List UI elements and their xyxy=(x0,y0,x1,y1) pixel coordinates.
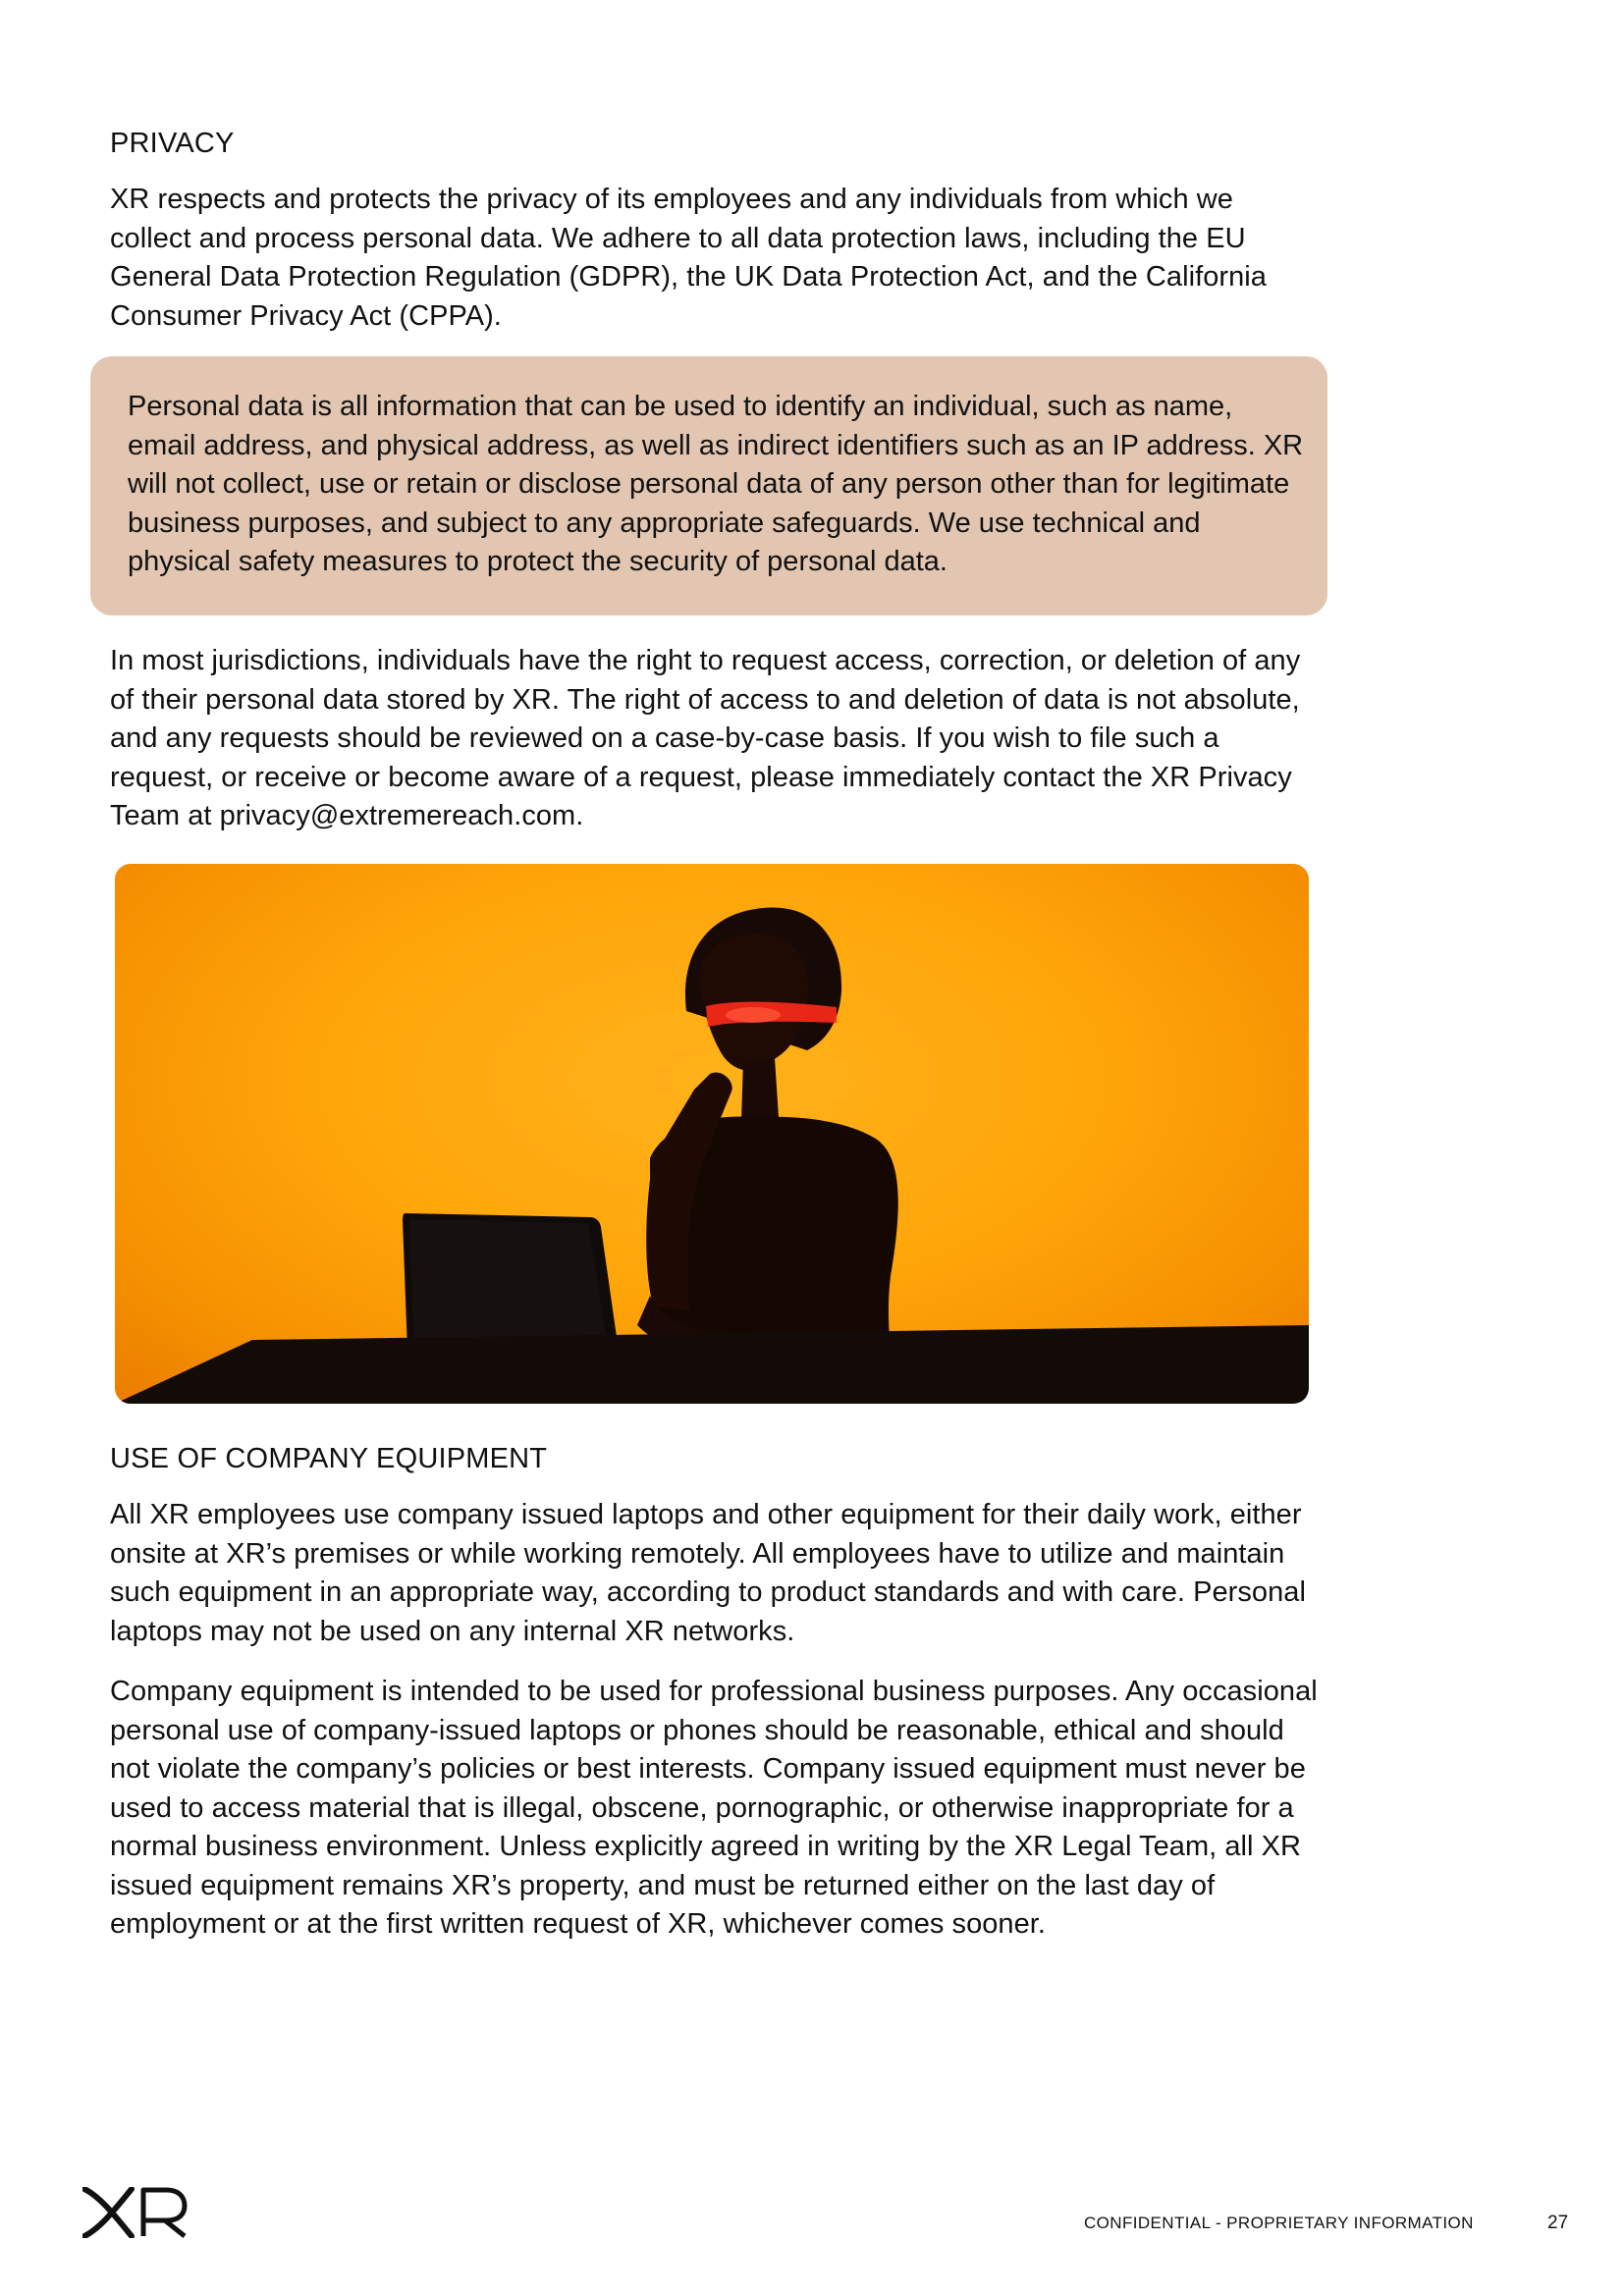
equipment-paragraph-2: Company equipment is intended to be used for professional business purposes. Any occasional personal use of company-issued laptops or phones should be reasonable, ethical and should not violate the company’s policies or best interests. Company issued equipment must never be used to access material that is illegal, obscene, pornographic, or otherwise inappropriate for a normal business environment. Unless explicitly agreed in writing by the XR Legal Team, all XR issued equipment remains XR’s property, and must be returned either on the last day of employment or at the first written request of XR, whichever comes sooner. xyxy=(110,1676,1318,1940)
page-number: 27 xyxy=(1547,2213,1569,2233)
personal-data-callout xyxy=(90,356,1327,615)
xr-logo xyxy=(82,2187,189,2238)
privacy-intro-paragraph: XR respects and protects the privacy of its employees and any individuals from which we collect and process personal data. We adhere to all data protection laws, including the EU General Data Protection Regulation (GDPR), the UK Data Protection Act, and the California Consumer Privacy Act (CPPA). xyxy=(110,184,1267,332)
confidential-footer: CONFIDENTIAL - PROPRIETARY INFORMATION xyxy=(1084,2214,1474,2232)
equipment-heading: USE OF COMPANY EQUIPMENT xyxy=(110,1443,548,1474)
desk-shape xyxy=(115,1325,1309,1404)
neck-shape xyxy=(741,1058,779,1121)
person-at-laptop-photo xyxy=(115,864,1309,1404)
silhouette-illustration xyxy=(115,864,1309,1404)
privacy-heading: PRIVACY xyxy=(110,128,235,159)
privacy-rights-paragraph: In most jurisdictions, individuals have the right to request access, correction, or deletion of any of their personal data stored by XR. The right of access to and deletion of data is not absolute, and any requests should be reviewed on a case-by-case basis. If you wish to file such a request, or receive or become aware of a request, please immediately contact the XR Privacy Team at privacy@extremereach.com. xyxy=(110,645,1301,831)
personal-data-callout-text: Personal data is all information that can be used to identify an individual, such as name, email address, and physical address, as well as indirect identifiers such as an IP address. XR will not collect, use or retain or disclose personal data of any person other than for legitimate business purposes, and subject to any appropriate safeguards. We use technical and physical safety measures to protect the security of personal data. xyxy=(128,391,1304,577)
equipment-paragraph-1: All XR employees use company issued laptops and other equipment for their daily work, either onsite at XR’s premises or while working remotely. All employees have to utilize and maintain such equipment in an appropriate way, according to product standards and with care. Personal laptops may not be used on any internal XR networks. xyxy=(110,1499,1306,1647)
